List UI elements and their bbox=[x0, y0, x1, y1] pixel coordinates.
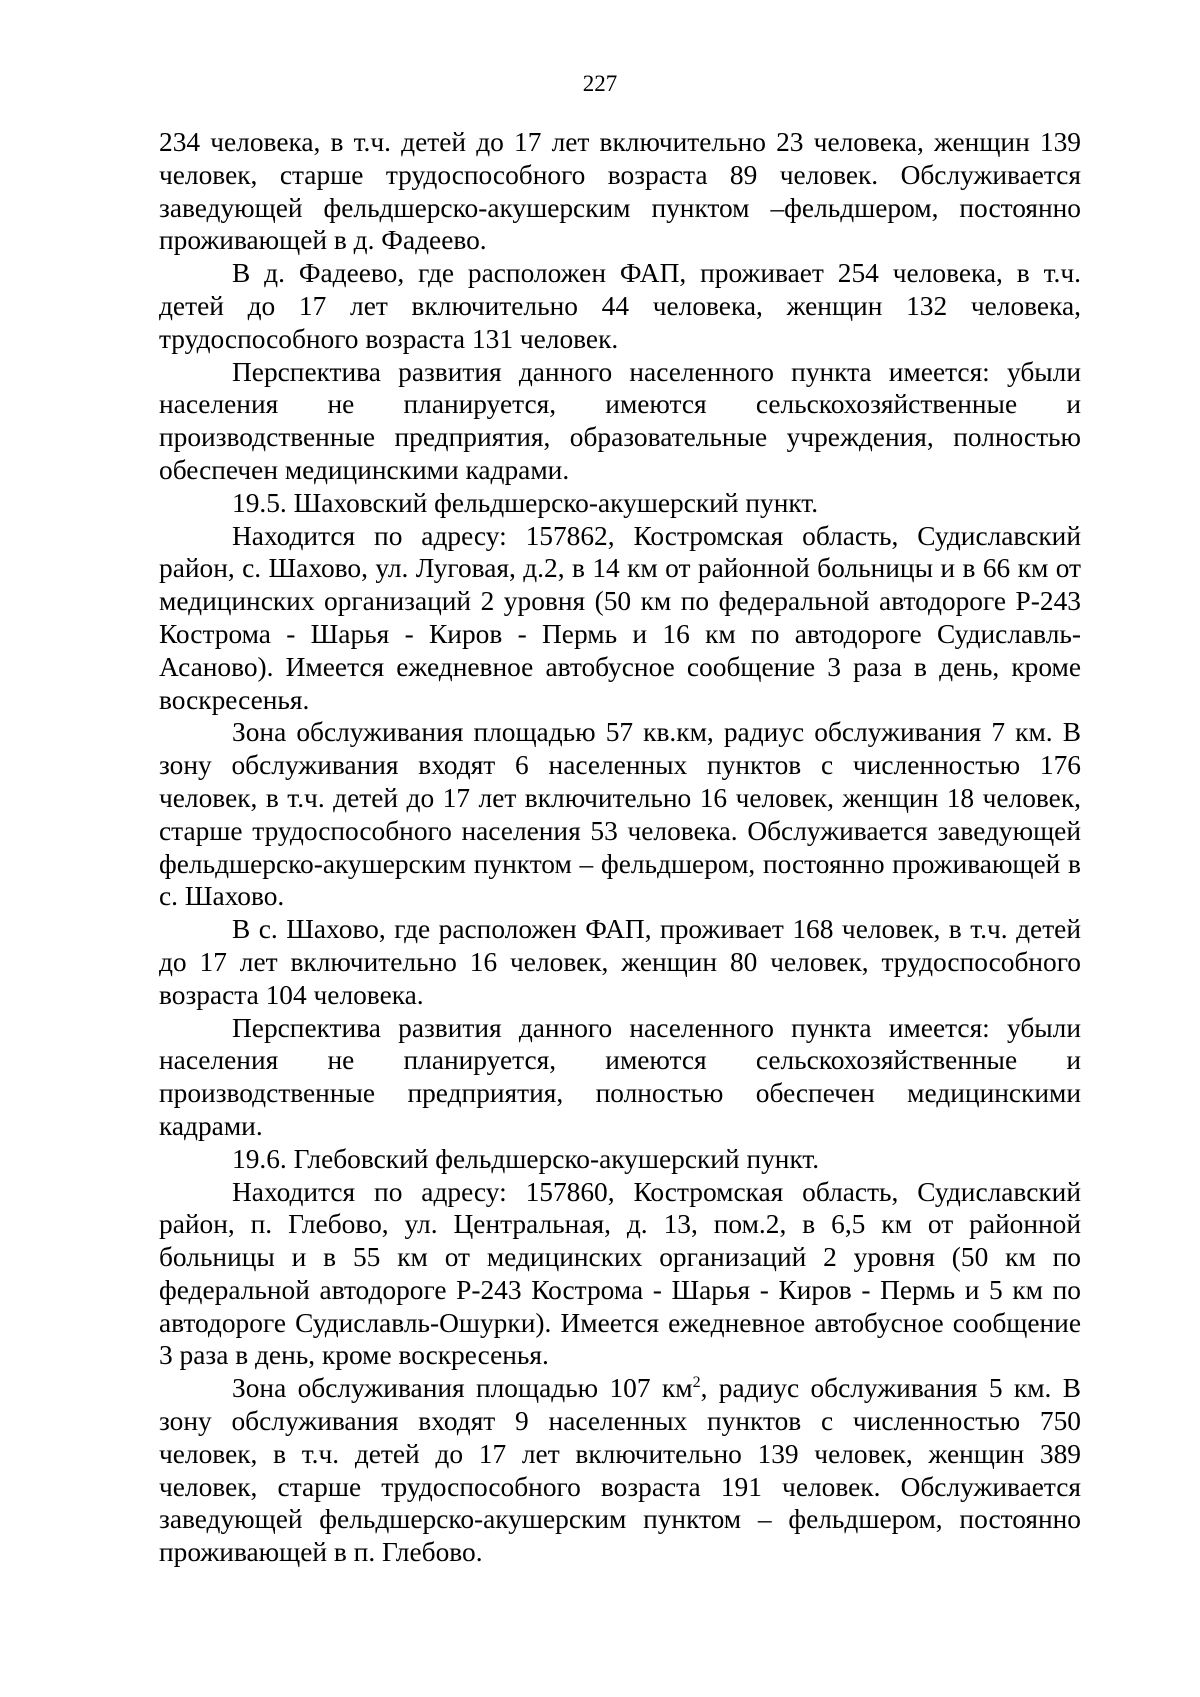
document-body bbox=[159, 126, 1081, 1569]
superscript-2: 2 bbox=[692, 1374, 701, 1392]
service-zone-text-end: , радиус обслуживания 5 км. В зону обслуживания входят 9 населенных пунктов с численностью 750 человек, в т.ч. детей до 17 лет включительно 139 человек, женщин 389 человек, старше трудоспособного возраста 191 человек. Обслуживается заведующей фельдшерско-акушерским пунктом – фельдшером, постоянно проживающей в п. Глебово. bbox=[159, 1373, 1082, 1568]
paragraph-shakhovo-service-zone: Зона обслуживания площадью 57 кв.км, радиус обслуживания 7 км. В зону обслуживания входят 6 населенных пунктов с численностью 176 человек, в т.ч. детей до 17 лет включительно 16 человек, женщин 18 человек, старше трудоспособного населения 53 человека. Обслуживается заведующей фельдшерско-акушерским пунктом – фельдшером, постоянно проживающей в с. Шахово. bbox=[159, 717, 1081, 912]
paragraph-glebovo-service-zone bbox=[159, 1372, 1081, 1569]
paragraph-shakhovo-population: В с. Шахово, где расположен ФАП, проживает 168 человек, в т.ч. детей до 17 лет включительно 16 человек, женщин 80 человек, трудоспособного возраста 104 человека. bbox=[159, 914, 1081, 1010]
paragraph-continuation: 234 человека, в т.ч. детей до 17 лет включительно 23 человека, женщин 139 человек, старше трудоспособного возраста 89 человек. Обслуживается заведующей фельдшерско-акушерским пунктом –фельдшером, постоянно проживающей в д. Фадеево. bbox=[159, 127, 1081, 256]
section-heading-19-6: 19.6. Глебовский фельдшерско-акушерский пункт. bbox=[232, 1143, 820, 1174]
section-heading-19-5: 19.5. Шаховский фельдшерско-акушерский пункт. bbox=[232, 487, 819, 518]
paragraph-fadeevo-perspective: Перспектива развития данного населенного пункта имеется: убыли населения не планируется, имеются сельскохозяйственные и производственные предприятия, образовательные учреждения, полностью обеспечен медицинскими кадрами. bbox=[159, 356, 1081, 485]
page-number: 227 bbox=[582, 71, 618, 96]
service-zone-text-start: Зона обслуживания площадью 107 км bbox=[232, 1373, 693, 1404]
paragraph-fadeevo-population: В д. Фадеево, где расположен ФАП, проживает 254 человека, в т.ч. детей до 17 лет включительно 44 человека, женщин 132 человека, трудоспособного возраста 131 человек. bbox=[159, 258, 1081, 354]
paragraph-glebovo-address: Находится по адресу: 157860, Костромская область, Судиславский район, п. Глебово, ул. Центральная, д. 13, пом.2, в 6,5 км от районной больницы и в 55 км от медицинских организаций 2 уровня (50 км по федеральной автодороге Р-243 Кострома - Шарья - Киров - Пермь и 5 км по автодороге Судиславль-Ошурки). Имеется ежедневное автобусное сообщение 3 раза в день, кроме воскресенья. bbox=[159, 1176, 1081, 1371]
paragraph-shakhovo-address: Находится по адресу: 157862, Костромская область, Судиславский район, с. Шахово, ул. Луговая, д.2, в 14 км от районной больницы и в 66 км от медицинских организаций 2 уровня (50 км по федеральной автодороге Р-243 Кострома - Шарья - Киров - Пермь и 16 км по автодороге Судиславль-Асаново). Имеется ежедневное автобусное сообщение 3 раза в день, кроме воскресенья. bbox=[159, 520, 1081, 715]
paragraph-shakhovo-perspective: Перспектива развития данного населенного пункта имеется: убыли населения не планируется, имеются сельскохозяйственные и производственные предприятия, полностью обеспечен медицинскими кадрами. bbox=[159, 1012, 1081, 1141]
